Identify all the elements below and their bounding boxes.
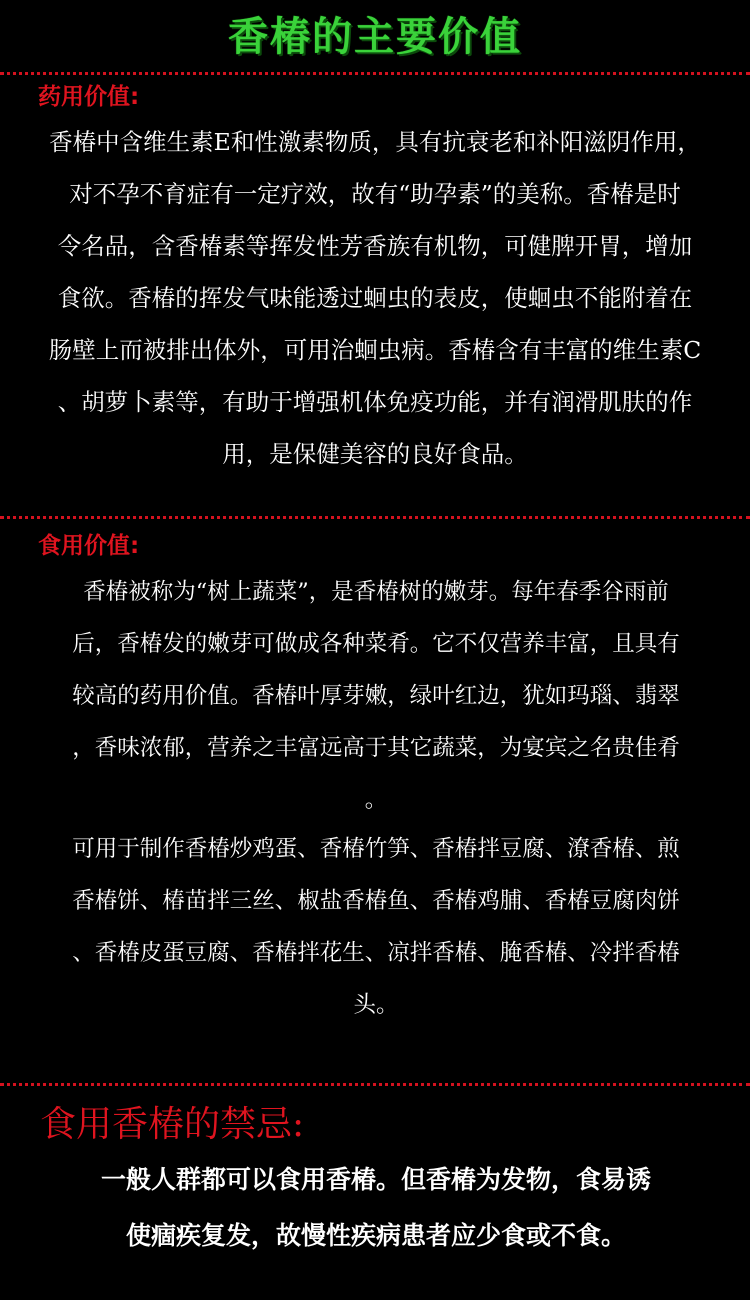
divider-bottom	[0, 1083, 750, 1086]
text-line: 头。	[353, 992, 399, 1018]
taboo-title: 食用香椿的禁忌:	[40, 1104, 305, 1145]
text-line: ，香味浓郁，营养之丰富远高于其它蔬菜，为宴宾之名贵佳肴	[72, 735, 680, 761]
text-line: 、胡萝卜素等，有助于增强机体免疫功能，并有润滑肌肤的作	[57, 388, 693, 416]
text-line: 用，是保健美容的良好食品。	[222, 440, 528, 468]
dishes-text	[20, 823, 732, 1031]
text-line: 对不孕不育症有一定疗效，故有“助孕素”的美称。香椿是时	[69, 180, 681, 208]
text-line: 令名品，含香椿素等挥发性芳香族有机物，可健脾开胃，增加	[57, 232, 693, 260]
page-title: 香椿的主要价值	[228, 14, 522, 60]
text-line: 香椿被称为“树上蔬菜”，是香椿树的嫩芽。每年春季谷雨前	[83, 579, 669, 605]
text-line: 可用于制作香椿炒鸡蛋、香椿竹笋、香椿拌豆腐、潦香椿、煎	[72, 836, 680, 862]
taboo-text	[20, 1152, 732, 1264]
divider-middle	[0, 516, 750, 519]
text-line: 。	[364, 787, 388, 813]
text-line: 食欲。香椿的挥发气味能透过蛔虫的表皮，使蛔虫不能附着在	[57, 284, 693, 312]
medicinal-value-label: 药用价值:	[38, 84, 140, 110]
text-line: 、香椿皮蛋豆腐、香椿拌花生、凉拌香椿、腌香椿、冷拌香椿	[72, 940, 680, 966]
edible-value-text	[20, 566, 732, 826]
text-line: 后，香椿发的嫩芽可做成各种菜肴。它不仅营养丰富，且具有	[72, 631, 680, 657]
text-line: 香椿中含维生素E和性激素物质，具有抗衰老和补阳滋阴作用，	[49, 128, 701, 156]
edible-value-label: 食用价值:	[38, 533, 140, 559]
medicinal-value-text	[6, 116, 744, 480]
text-line: 使痼疾复发，故慢性疾病患者应少食或不食。	[125, 1221, 626, 1250]
text-line: 香椿饼、椿苗拌三丝、椒盐香椿鱼、香椿鸡脯、香椿豆腐肉饼	[72, 888, 680, 914]
text-line: 肠壁上而被排出体外，可用治蛔虫病。香椿含有丰富的维生素C	[48, 336, 702, 364]
divider-top	[0, 72, 750, 75]
text-line: 较高的药用价值。香椿叶厚芽嫩，绿叶红边，犹如玛瑙、翡翠	[72, 683, 680, 709]
text-line: 一般人群都可以食用香椿。但香椿为发物，食易诱	[100, 1165, 651, 1194]
